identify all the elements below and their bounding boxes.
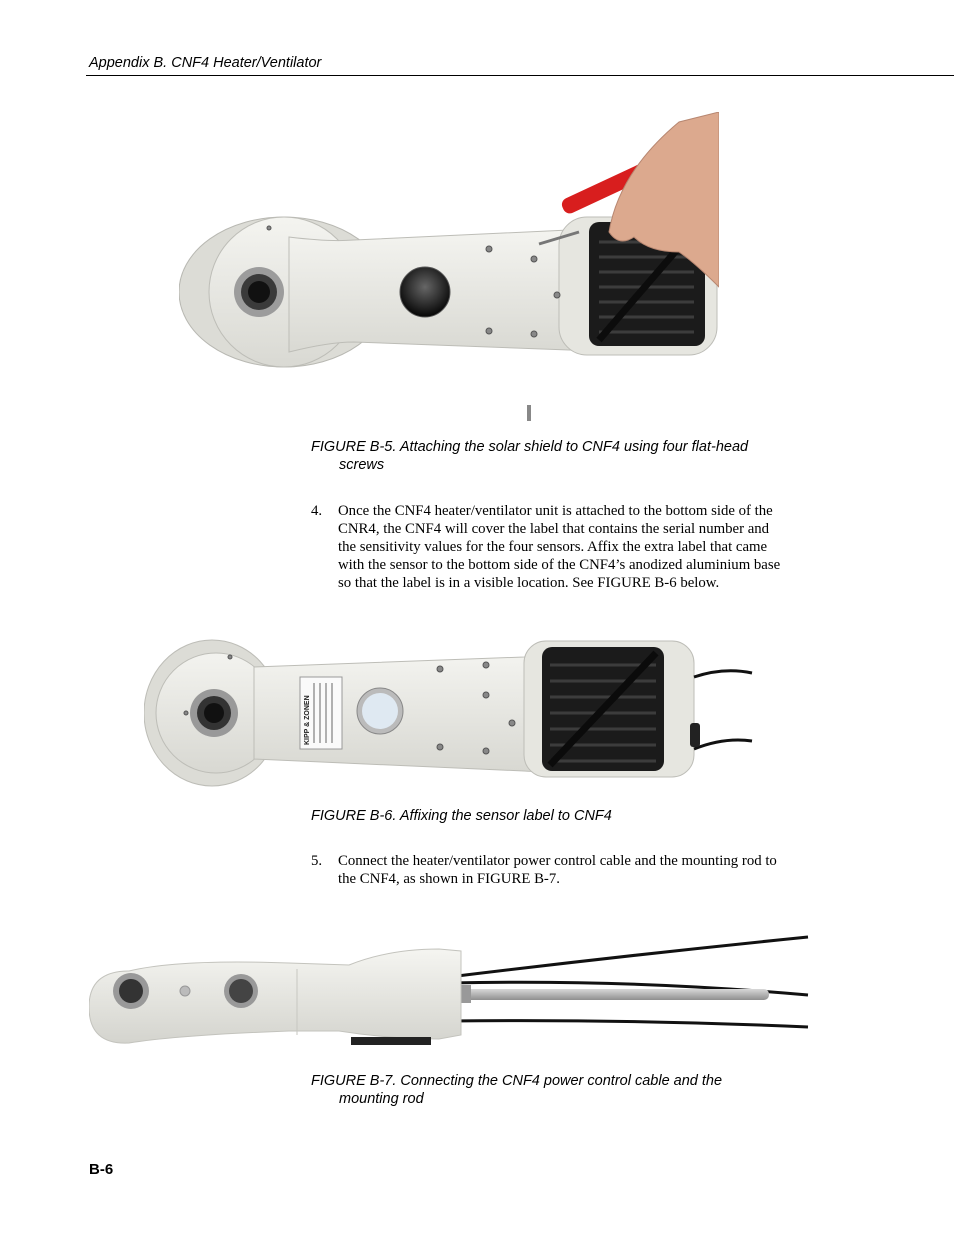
step-line: the CNF4, as shown in FIGURE B-7. bbox=[338, 871, 560, 887]
step-line: Once the CNF4 heater/ventilator unit is attached to the bottom side of the bbox=[338, 503, 773, 519]
caption-line: screws bbox=[339, 457, 385, 473]
figure-b5-photo bbox=[179, 112, 719, 422]
page-number: B-6 bbox=[89, 1161, 114, 1178]
step-number: 5. bbox=[311, 853, 323, 869]
step-line: with the sensor to the bottom side of the CNF4’s anodized aluminium base bbox=[338, 557, 781, 573]
caption-line: FIGURE B-6. Affixing the sensor label to CNF4 bbox=[311, 808, 612, 824]
step-line: CNR4, the CNF4 will cover the label that contains the serial number and bbox=[338, 521, 770, 537]
figure-b7-photo bbox=[89, 935, 809, 1055]
figure-b6-caption bbox=[311, 807, 811, 825]
header-rule bbox=[86, 75, 954, 76]
label-brand-text: KIPP & ZONEN bbox=[304, 695, 311, 745]
page-header: Appendix B. CNF4 Heater/Ventilator bbox=[89, 55, 322, 71]
caption-line: FIGURE B-7. Connecting the CNF4 power control cable and the bbox=[311, 1073, 723, 1089]
step-5 bbox=[311, 852, 811, 888]
step-line: the sensitivity values for the four sensors. Affix the extra label that came bbox=[338, 539, 768, 555]
step-4 bbox=[311, 502, 811, 592]
step-number: 4. bbox=[311, 503, 323, 519]
caption-line: mounting rod bbox=[339, 1091, 424, 1107]
caption-line: FIGURE B-5. Attaching the solar shield to CNF4 using four flat-head bbox=[311, 439, 749, 455]
step-line: Connect the heater/ventilator power control cable and the mounting rod to bbox=[338, 853, 777, 869]
figure-b6-photo bbox=[144, 637, 754, 789]
figure-b5-caption bbox=[311, 438, 811, 474]
figure-b7-caption bbox=[311, 1072, 811, 1108]
step-line: so that the label is in a visible location. See FIGURE B-6 below. bbox=[338, 575, 720, 591]
